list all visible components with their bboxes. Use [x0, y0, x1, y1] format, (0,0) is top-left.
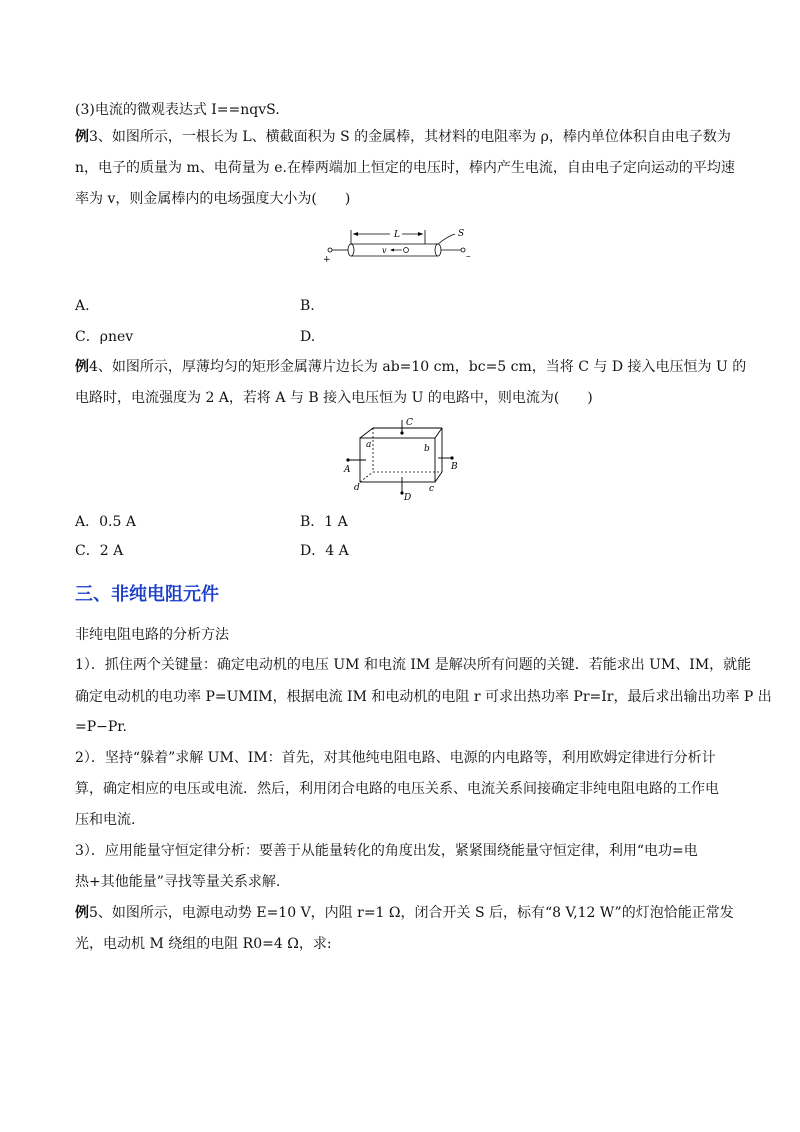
micro-expression-line: (3)电流的微观表达式 I==nqvS. [75, 102, 280, 118]
example4-option-a: A．0.5 A [75, 514, 136, 530]
plus-terminal-label: + [323, 255, 331, 264]
point2-line2: 算，确定相应的电压或电流．然后，利用闭合电路的电压关系、电流关系间接确定非纯电阻电路的工作电 [75, 781, 719, 797]
point3-line2: 热+其他能量”寻找等量关系求解. [75, 874, 281, 890]
example4-option-c: C．2 A [75, 543, 124, 559]
example4-option-b: B．1 A [300, 514, 348, 530]
point1-line3: =P−Pr. [75, 719, 127, 735]
example4-line1 [75, 357, 747, 377]
cross-section-label-S: S [458, 229, 465, 239]
example3-text1: 3、如图所示，一根长为 L、横截面积为 S 的金属棒，其材料的电阻率为 ρ，棒内单位体积自由电子数为 [89, 129, 731, 145]
example3-line3: 率为 v，则金属棒内的电场强度大小为( ) [75, 191, 351, 207]
example3-option-c: C．ρnev [75, 329, 134, 345]
section-intro: 非纯电阻电路的分析方法 [75, 627, 229, 643]
example3-option-d: D. [300, 329, 316, 345]
point1-line1: 1）．抓住两个关键量：确定电动机的电压 UM 和电流 IM 是解决所有问题的关键．若能求出 UM、IM，就能 [75, 657, 752, 673]
corner-label-a: a [366, 440, 372, 450]
section-heading: 三、非纯电阻元件 [75, 584, 219, 605]
corner-label-c: c [429, 484, 435, 494]
example4-option-d: D．4 A [300, 543, 349, 559]
point3-line1: 3）．应用能量守恒定律分析：要善于从能量转化的角度出发，紧紧围绕能量守恒定律，利用“电功=电 [75, 843, 698, 859]
example5-text1: 5、如图所示，电源电动势 E=10 V，内阻 r=1 Ω，闭合开关 S 后，标有“8 V,12 W”的灯泡恰能正常发 [89, 905, 734, 921]
corner-label-b: b [424, 444, 430, 454]
corner-label-d: d [354, 483, 360, 493]
electrode-label-D: D [404, 493, 412, 503]
example5-line2: 光，电动机 M 绕组的电阻 R0=4 Ω，求: [75, 936, 332, 952]
example4-line2: 电路时，电流强度为 2 A，若将 A 与 B 接入电压恒为 U 的电路中，则电流为( ) [75, 390, 593, 406]
example3-line1 [75, 127, 731, 147]
example4-text1: 4、如图所示，厚薄均匀的矩形金属薄片边长为 ab=10 cm，bc=5 cm，当将 C 与 D 接入电压恒为 U 的 [89, 359, 747, 375]
length-label-L: L [394, 230, 400, 240]
electrode-label-B: B [451, 462, 458, 472]
point2-line3: 压和电流. [75, 812, 136, 828]
metal-rod-figure [318, 222, 488, 264]
example3-option-b: B. [300, 298, 315, 314]
example3-line2: n，电子的质量为 m、电荷量为 e.在棒两端加上恒定的电压时，棒内产生电流，自由电子定向运动的平均速 [75, 160, 735, 176]
example-label: 例 [75, 905, 89, 921]
velocity-label-v: v [382, 246, 387, 255]
point1-line2: 确定电动机的电功率 P=UMIM，根据电流 IM 和电动机的电阻 r 可求出热功率 Pr=Ir，最后求出输出功率 P 出 [75, 689, 772, 705]
minus-terminal-label: – [466, 252, 471, 262]
metal-sheet-figure [340, 414, 465, 504]
electrode-label-C: C [406, 418, 413, 428]
example5-line1 [75, 903, 734, 923]
example-label: 例 [75, 359, 89, 375]
electrode-label-A: A [344, 465, 351, 475]
point2-line1: 2）．坚持“躲着”求解 UM、IM：首先，对其他纯电阻电路、电源的内电路等，利用欧姆定律进行分析计 [75, 750, 716, 766]
example-label: 例 [75, 129, 89, 145]
example3-option-a: A. [75, 298, 90, 314]
